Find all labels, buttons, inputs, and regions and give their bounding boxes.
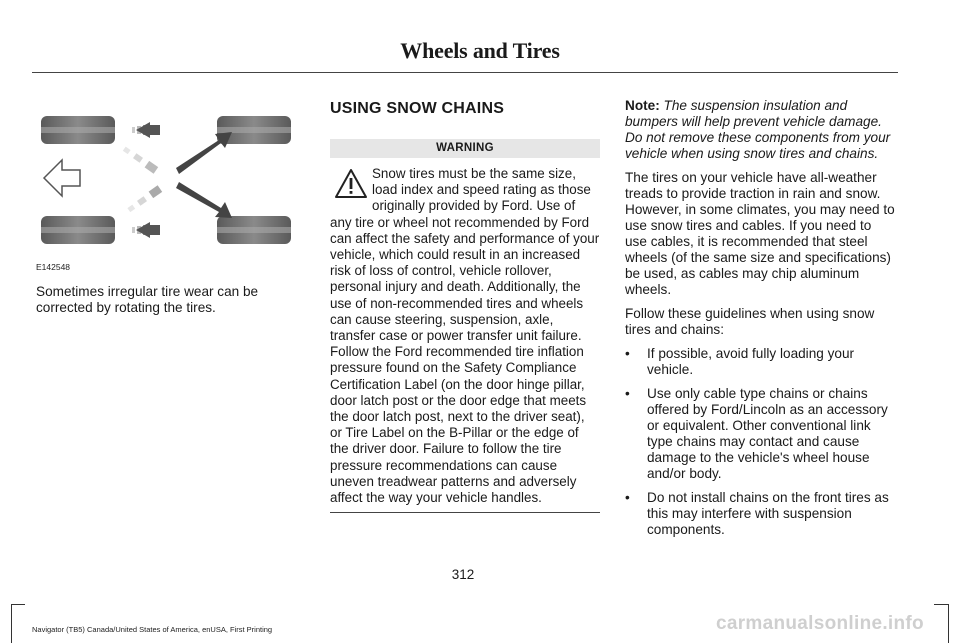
arrow-rear-to-front-left-icon [132,122,160,138]
crop-mark [948,604,949,643]
tire-rear-left [41,216,115,244]
list-item: • Do not install chains on the front tires as this may interfere with suspension components. [625,490,889,537]
warning-text: Snow tires must be the same size, load index and speed rating as those originally provided by Ford. Use of any tire or wheel not recommended by Ford can affect the safety and performance of your vehicle, which could result in an increased risk of loss of control, vehicle rollover, personal injury and death. Additionally, the use of non-recommended tires and wheels can cause steering, suspension, axle, transfer case or power transfer unit failure. Follow the Ford recommended tire inflation pressure found on the Safety Compliance Certification Label (on the door hinge pillar, door latch post or the door edge that meets the door latch post, next to the driver seat), or Tire Label on the B-Pillar or the edge of the driver door. Failure to follow the tire pressure recommendations can cause uneven treadwear patterns and adversely affect the way your vehicle handles. [330,166,600,506]
warning-header: WARNING [330,139,600,158]
arrow-diagonal-down-icon [176,182,232,218]
footer-text: Navigator (TB5) Canada/United States of America, enUSA, First Printing [32,625,273,634]
middle-column [330,88,600,513]
header-rule [32,72,898,73]
warning-triangle-icon [334,167,368,201]
watermark-text: carmanualsonline.info [716,613,924,634]
arrow-diagonal-up-icon [176,132,232,174]
paragraph-traction: The tires on your vehicle have all-weather treads to provide traction in rain and snow. However, in some climates, you may need to use snow tires and cables. If you need to use cables, it is recommended that steel wheels (of the same size and specifications) be used, as cables may chip aluminum wheels. [625,170,895,297]
left-column [36,88,296,316]
page-number: 312 [451,567,475,582]
paragraph-guidelines: Follow these guidelines when using snow tires and chains: [625,306,875,337]
right-column [625,98,897,546]
bullet-symbol: • [625,386,630,401]
crop-mark [934,604,948,605]
warning-box [330,166,600,513]
guidelines-list [625,346,897,538]
tire-rotation-figure [36,88,296,276]
diagonal-dashes-icon [123,147,162,213]
tire-front-left [41,116,115,144]
crop-mark [11,604,25,605]
list-item: • Use only cable type chains or chains offered by Ford/Lincoln as an accessory or equivalent. Other conventional link type chains may contact and cause damage to the vehicle's wheel house and/or body. [625,386,888,481]
note-label: Note: [625,98,660,113]
rotation-caption: Sometimes irregular tire wear can be corrected by rotating the tires. [36,284,259,315]
page-header-title: Wheels and Tires [400,38,560,63]
list-item: • If possible, avoid fully loading your vehicle. [625,346,855,377]
direction-arrow-icon [44,160,80,196]
arrow-rear-to-rear-left-icon [132,222,160,238]
figure-id: E142548 [36,262,71,272]
warning-bottom-rule [330,512,600,513]
tire-rear-right [217,216,291,244]
note-text: The suspension insulation and bumpers will help prevent vehicle damage. Do not remove these components from your vehicle when using snow tires and chains. [625,98,891,161]
bullet-symbol: • [625,346,630,361]
bullet-symbol: • [625,490,630,505]
section-title: USING SNOW CHAINS [330,100,505,117]
crop-mark [11,604,12,643]
tire-rotation-diagram [36,88,296,268]
note [625,98,897,162]
